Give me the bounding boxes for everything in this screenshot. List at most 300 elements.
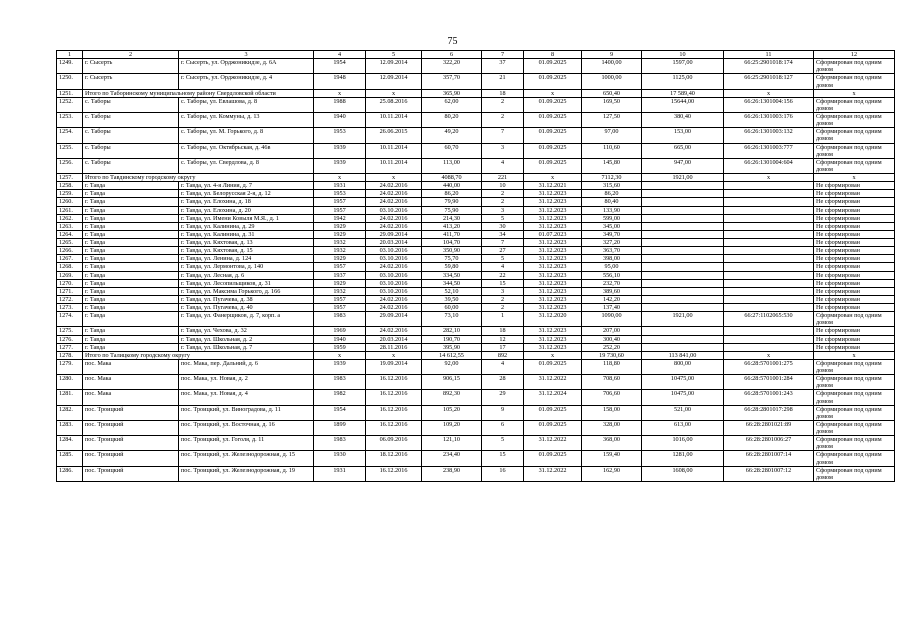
table-row	[57, 143, 895, 158]
table-row	[57, 295, 895, 303]
table-cell-col-3: г. Тавда, ул. Калинина, д. 31	[179, 230, 314, 238]
table-cell-col-12: Не сформирован	[814, 182, 895, 190]
table-cell-col-5: 29.09.2014	[366, 230, 422, 238]
table-cell-col-2: г. Тавда	[83, 295, 179, 303]
table-cell-col-2: г. Тавда	[83, 206, 179, 214]
table-cell-col-3: пос. Троицкий, ул. Виноградова, д. 11	[179, 405, 314, 420]
table-cell-col-8: 31.12.2023	[524, 304, 582, 312]
table-cell-col-4: 1983	[314, 312, 366, 327]
table-cell-col-1: 1253.	[57, 113, 83, 128]
table-cell-col-7: 10	[482, 182, 524, 190]
table-row	[57, 222, 895, 230]
table-cell-col-4: 1954	[314, 59, 366, 74]
summary-cell-col-10: 17 589,40	[642, 89, 724, 97]
table-cell-col-2: г. Тавда	[83, 304, 179, 312]
table-cell-col-1: 1250.	[57, 74, 83, 89]
table-cell-col-12: Не сформирован	[814, 287, 895, 295]
summary-cell-col-6: 4088,70	[422, 174, 482, 182]
table-cell-col-2: г. Тавда	[83, 190, 179, 198]
table-cell-col-5: 10.11.2014	[366, 143, 422, 158]
table-cell-col-8: 31.12.2024	[524, 390, 582, 405]
table-cell-col-8: 01.09.2025	[524, 405, 582, 420]
table-cell-col-2: г. Тавда	[83, 222, 179, 230]
table-cell-col-4: 1930	[314, 451, 366, 466]
page-number: 75	[447, 36, 458, 47]
table-cell-col-12: Сформирован под одним домом	[814, 451, 895, 466]
table-cell-col-1: 1276.	[57, 335, 83, 343]
table-cell-col-2: с. Таборы	[83, 97, 179, 112]
table-cell-col-5: 24.02.2016	[366, 190, 422, 198]
table-row	[57, 335, 895, 343]
table-cell-col-9: 328,00	[582, 420, 642, 435]
table-cell-col-1: 1269.	[57, 271, 83, 279]
table-cell-col-2: г. Тавда	[83, 279, 179, 287]
table-body	[57, 59, 895, 482]
table-cell-col-5: 24.02.2016	[366, 222, 422, 230]
table-cell-col-10	[642, 279, 724, 287]
table-cell-col-2: с. Таборы	[83, 128, 179, 143]
table-cell-col-6: 80,20	[422, 113, 482, 128]
table-cell-col-9: 86,20	[582, 190, 642, 198]
table-cell-col-8: 31.12.2023	[524, 271, 582, 279]
table-row	[57, 247, 895, 255]
table-row	[57, 239, 895, 247]
table-cell-col-4: 1931	[314, 466, 366, 481]
table-cell-col-7: 7	[482, 239, 524, 247]
table-cell-col-3: г. Тавда, ул. Школьная, д. 7	[179, 343, 314, 351]
table-cell-col-12: Не сформирован	[814, 263, 895, 271]
table-cell-col-4: 1959	[314, 343, 366, 351]
table-cell-col-6: 92,00	[422, 359, 482, 374]
table-cell-col-9: 169,50	[582, 97, 642, 112]
table-cell-col-12: Сформирован под одним домом	[814, 59, 895, 74]
table-cell-col-5: 18.12.2016	[366, 451, 422, 466]
table-cell-col-6: 190,70	[422, 335, 482, 343]
table-cell-col-11: 66:26:1301003:777	[724, 143, 814, 158]
table-cell-col-1: 1281.	[57, 390, 83, 405]
table-cell-col-4: 1937	[314, 271, 366, 279]
table-cell-col-6: 73,10	[422, 312, 482, 327]
summary-cell-col-11: x	[724, 89, 814, 97]
table-header	[57, 51, 895, 59]
table-cell-col-4: 1957	[314, 206, 366, 214]
table-cell-col-10	[642, 295, 724, 303]
table-cell-col-1: 1254.	[57, 128, 83, 143]
table-cell-col-2: г. Тавда	[83, 198, 179, 206]
table-cell-col-11	[724, 222, 814, 230]
table-cell-col-7: 37	[482, 59, 524, 74]
table-cell-col-12: Не сформирован	[814, 304, 895, 312]
table-cell-col-11	[724, 206, 814, 214]
summary-cell-col-11: x	[724, 174, 814, 182]
table-cell-col-7: 15	[482, 279, 524, 287]
summary-cell-col-12: x	[814, 174, 895, 182]
table-cell-col-9: 162,90	[582, 466, 642, 481]
table-cell-col-12: Сформирован под одним домом	[814, 390, 895, 405]
table-cell-col-2: г. Тавда	[83, 239, 179, 247]
table-cell-col-8: 31.12.2021	[524, 182, 582, 190]
table-cell-col-6: 52,10	[422, 287, 482, 295]
table-row	[57, 343, 895, 351]
table-cell-col-8: 31.12.2023	[524, 222, 582, 230]
table-cell-col-10	[642, 343, 724, 351]
table-cell-col-5: 12.09.2014	[366, 74, 422, 89]
table-cell-col-1: 1268.	[57, 263, 83, 271]
table-cell-col-2: г. Тавда	[83, 214, 179, 222]
table-cell-col-10: 613,00	[642, 420, 724, 435]
table-cell-col-2: г. Сысерть	[83, 74, 179, 89]
summary-cell-col-6: 14 612,55	[422, 351, 482, 359]
table-cell-col-9: 363,70	[582, 247, 642, 255]
table-cell-col-7: 2	[482, 97, 524, 112]
table-cell-col-3: пос. Троицкий, ул. Восточная, д. 16	[179, 420, 314, 435]
table-cell-col-5: 20.03.2014	[366, 335, 422, 343]
table-cell-col-11	[724, 190, 814, 198]
table-cell-col-2: г. Сысерть	[83, 59, 179, 74]
table-cell-col-2: с. Таборы	[83, 113, 179, 128]
table-cell-col-10: 800,00	[642, 359, 724, 374]
table-cell-col-1: 1249.	[57, 59, 83, 74]
table-cell-col-6: 334,50	[422, 271, 482, 279]
table-cell-col-11	[724, 263, 814, 271]
table-cell-col-10	[642, 255, 724, 263]
table-cell-col-4: 1929	[314, 279, 366, 287]
column-number-9: 9	[582, 51, 642, 59]
table-cell-col-4: 1929	[314, 255, 366, 263]
summary-cell-col-4: x	[314, 351, 366, 359]
table-cell-col-11: 66:25:2901018:127	[724, 74, 814, 89]
table-row	[57, 182, 895, 190]
table-cell-col-4: 1932	[314, 247, 366, 255]
table-cell-col-7: 3	[482, 206, 524, 214]
table-cell-col-11	[724, 295, 814, 303]
table-cell-col-7: 29	[482, 390, 524, 405]
column-number-5: 5	[366, 51, 422, 59]
table-cell-col-6: 60,70	[422, 143, 482, 158]
table-row	[57, 451, 895, 466]
table-row	[57, 263, 895, 271]
table-row	[57, 287, 895, 295]
table-cell-col-9: 1000,00	[582, 74, 642, 89]
summary-cell-col-10: 113 841,00	[642, 351, 724, 359]
table-cell-col-11: 66:26:1301003:132	[724, 128, 814, 143]
table-cell-col-1: 1272.	[57, 295, 83, 303]
column-number-1: 1	[57, 51, 83, 59]
table-cell-col-4: 1957	[314, 263, 366, 271]
table-cell-col-11: 66:28:2801017:298	[724, 405, 814, 420]
table-cell-col-7: 22	[482, 271, 524, 279]
table-cell-col-2: пос. Мака	[83, 359, 179, 374]
table-cell-col-6: 906,15	[422, 375, 482, 390]
table-cell-col-9: 252,20	[582, 343, 642, 351]
table-cell-col-8: 31.12.2023	[524, 295, 582, 303]
table-cell-col-4: 1953	[314, 190, 366, 198]
table-cell-col-9: 706,60	[582, 390, 642, 405]
table-cell-col-2: г. Тавда	[83, 255, 179, 263]
table-row	[57, 214, 895, 222]
table-cell-col-6: 105,20	[422, 405, 482, 420]
table-cell-col-5: 03.10.2016	[366, 279, 422, 287]
table-cell-col-1: 1270.	[57, 279, 83, 287]
table-cell-col-1: 1260.	[57, 198, 83, 206]
table-row	[57, 420, 895, 435]
table-cell-col-2: пос. Троицкий	[83, 405, 179, 420]
summary-row-title: Итого по Таборинскому муниципальному району Свердловской области	[83, 89, 314, 97]
table-cell-col-8: 31.12.2023	[524, 214, 582, 222]
table-cell-col-2: с. Таборы	[83, 143, 179, 158]
table-cell-col-3: г. Тавда, ул. Калинина, д. 29	[179, 222, 314, 230]
table-cell-col-5: 16.12.2016	[366, 405, 422, 420]
column-number-row	[57, 51, 895, 59]
table-cell-col-1: 1273.	[57, 304, 83, 312]
table-cell-col-9: 127,50	[582, 113, 642, 128]
table-cell-col-10	[642, 198, 724, 206]
table-cell-col-7: 18	[482, 327, 524, 335]
table-cell-col-8: 01.09.2025	[524, 74, 582, 89]
table-cell-col-1: 1259.	[57, 190, 83, 198]
table-cell-col-2: г. Тавда	[83, 343, 179, 351]
column-number-7: 7	[482, 51, 524, 59]
table-cell-col-6: 357,70	[422, 74, 482, 89]
table-cell-col-5: 24.02.2016	[366, 295, 422, 303]
table-cell-col-3: с. Таборы, ул. Коммуны, д. 13	[179, 113, 314, 128]
table-cell-col-7: 17	[482, 343, 524, 351]
table-cell-col-11	[724, 327, 814, 335]
table-cell-col-7: 9	[482, 405, 524, 420]
table-cell-col-5: 10.11.2014	[366, 158, 422, 173]
table-row	[57, 74, 895, 89]
summary-cell-col-12: x	[814, 351, 895, 359]
table-cell-col-5: 24.02.2016	[366, 304, 422, 312]
table-cell-col-1: 1271.	[57, 287, 83, 295]
table-cell-col-5: 24.02.2016	[366, 263, 422, 271]
table-cell-col-11	[724, 271, 814, 279]
table-cell-col-1: 1282.	[57, 405, 83, 420]
summary-row	[57, 174, 895, 182]
table-cell-col-3: г. Тавда, ул. Елохина, д. 20	[179, 206, 314, 214]
table-cell-col-12: Не сформирован	[814, 230, 895, 238]
summary-cell-col-9: 19 730,60	[582, 351, 642, 359]
table-cell-col-10	[642, 214, 724, 222]
table-cell-col-12: Сформирован под одним домом	[814, 420, 895, 435]
table-cell-col-11	[724, 304, 814, 312]
table-cell-col-9: 110,60	[582, 143, 642, 158]
table-cell-col-9: 80,40	[582, 198, 642, 206]
table-cell-col-8: 31.12.2023	[524, 335, 582, 343]
table-row	[57, 190, 895, 198]
table-cell-col-3: г. Тавда, ул. Лесопильщиков, д. 31	[179, 279, 314, 287]
table-cell-col-3: г. Тавда, ул. Пугачева, д. 40	[179, 304, 314, 312]
table-row	[57, 97, 895, 112]
table-cell-col-5: 03.10.2016	[366, 206, 422, 214]
column-number-12: 12	[814, 51, 895, 59]
table-cell-col-10: 10475,00	[642, 390, 724, 405]
table-cell-col-11: 66:26:1301004:604	[724, 158, 814, 173]
table-cell-col-5: 28.11.2016	[366, 343, 422, 351]
table-cell-col-8: 01.09.2025	[524, 451, 582, 466]
table-cell-col-7: 6	[482, 420, 524, 435]
table-cell-col-10: 1016,00	[642, 436, 724, 451]
table-cell-col-8: 31.12.2023	[524, 198, 582, 206]
table-cell-col-8: 31.12.2023	[524, 255, 582, 263]
table-cell-col-2: г. Тавда	[83, 335, 179, 343]
table-cell-col-5: 16.12.2016	[366, 466, 422, 481]
table-cell-col-8: 31.12.2023	[524, 263, 582, 271]
table-cell-col-4: 1932	[314, 287, 366, 295]
table-cell-col-11: 66:26:1301003:176	[724, 113, 814, 128]
table-cell-col-4: 1957	[314, 295, 366, 303]
summary-row	[57, 351, 895, 359]
table-cell-col-5: 29.09.2014	[366, 312, 422, 327]
column-number-10: 10	[642, 51, 724, 59]
table-cell-col-8: 31.12.2023	[524, 190, 582, 198]
table-cell-col-4: 1931	[314, 182, 366, 190]
table-cell-col-2: г. Тавда	[83, 230, 179, 238]
table-cell-col-12: Сформирован под одним домом	[814, 436, 895, 451]
table-cell-col-2: г. Тавда	[83, 263, 179, 271]
table-cell-col-7: 7	[482, 128, 524, 143]
table-cell-col-3: г. Тавда, ул. Фанерщиков, д. 7, корп. а	[179, 312, 314, 327]
table-cell-col-5: 10.11.2014	[366, 113, 422, 128]
column-number-6: 6	[422, 51, 482, 59]
table-cell-col-5: 16.12.2016	[366, 375, 422, 390]
housing-register-table	[56, 50, 895, 482]
table-cell-col-6: 440,00	[422, 182, 482, 190]
table-cell-col-8: 01.09.2025	[524, 143, 582, 158]
table-cell-col-9: 137,40	[582, 304, 642, 312]
table-cell-col-4: 1939	[314, 158, 366, 173]
table-cell-col-3: г. Сысерть, ул. Орджоникидзе, д. 4	[179, 74, 314, 89]
table-row	[57, 390, 895, 405]
table-cell-col-10: 10475,00	[642, 375, 724, 390]
table-cell-col-1: 1256.	[57, 158, 83, 173]
table-cell-col-4: 1942	[314, 214, 366, 222]
table-cell-col-2: пос. Троицкий	[83, 436, 179, 451]
summary-cell-col-4: x	[314, 174, 366, 182]
table-cell-col-7: 34	[482, 230, 524, 238]
table-row	[57, 304, 895, 312]
column-number-3: 3	[179, 51, 314, 59]
table-cell-col-12: Не сформирован	[814, 295, 895, 303]
table-cell-col-9: 232,70	[582, 279, 642, 287]
table-cell-col-5: 24.02.2016	[366, 214, 422, 222]
table-cell-col-3: пос. Троицкий, ул. Железнодорожная, д. 15	[179, 451, 314, 466]
table-cell-col-3: с. Таборы, ул. Свердлова, д. 8	[179, 158, 314, 173]
table-cell-col-3: г. Тавда, ул. 4-я Линия, д. 7	[179, 182, 314, 190]
table-cell-col-5: 26.06.2015	[366, 128, 422, 143]
table-cell-col-11: 66:28:5701001:243	[724, 390, 814, 405]
table-cell-col-11: 66:25:2901018:174	[724, 59, 814, 74]
table-cell-col-9: 95,00	[582, 263, 642, 271]
table-cell-col-4: 1940	[314, 335, 366, 343]
table-cell-col-9: 133,90	[582, 206, 642, 214]
table-cell-col-12: Не сформирован	[814, 247, 895, 255]
table-cell-col-10	[642, 230, 724, 238]
summary-cell-col-5: x	[366, 174, 422, 182]
table-cell-col-5: 03.10.2016	[366, 247, 422, 255]
table-cell-col-12: Не сформирован	[814, 239, 895, 247]
table-row	[57, 359, 895, 374]
summary-cell-col-7: 892	[482, 351, 524, 359]
table-cell-col-12: Не сформирован	[814, 255, 895, 263]
table-cell-col-4: 1983	[314, 436, 366, 451]
table-cell-col-1: 1266.	[57, 247, 83, 255]
table-cell-col-10	[642, 327, 724, 335]
table-cell-col-8: 01.07.2023	[524, 230, 582, 238]
summary-cell-col-5: x	[366, 351, 422, 359]
table-cell-col-2: пос. Троицкий	[83, 420, 179, 435]
table-cell-col-7: 30	[482, 222, 524, 230]
table-cell-col-1: 1262.	[57, 214, 83, 222]
column-number-4: 4	[314, 51, 366, 59]
summary-cell-col-8: x	[524, 89, 582, 97]
table-row	[57, 436, 895, 451]
table-cell-col-10: 1608,00	[642, 466, 724, 481]
table-cell-col-10	[642, 182, 724, 190]
table-row	[57, 59, 895, 74]
table-cell-col-11: 66:27:1102065:530	[724, 312, 814, 327]
table-cell-col-11: 66:28:2801007:12	[724, 466, 814, 481]
table-cell-col-9: 315,60	[582, 182, 642, 190]
table-cell-col-3: г. Тавда, ул. Белорусская 2-я, д. 12	[179, 190, 314, 198]
table-cell-col-9: 708,60	[582, 375, 642, 390]
table-cell-col-7: 2	[482, 295, 524, 303]
table-cell-col-6: 234,40	[422, 451, 482, 466]
table-cell-col-11	[724, 287, 814, 295]
table-cell-col-10: 380,40	[642, 113, 724, 128]
table-cell-col-4: 1939	[314, 359, 366, 374]
table-cell-col-7: 5	[482, 436, 524, 451]
summary-row-title: Итого по Талицкому городскому округу	[83, 351, 314, 359]
table-cell-col-6: 59,80	[422, 263, 482, 271]
table-cell-col-5: 19.09.2014	[366, 359, 422, 374]
table-cell-col-8: 01.09.2025	[524, 420, 582, 435]
table-cell-col-11: 66:28:2801007:14	[724, 451, 814, 466]
table-cell-col-4: 1939	[314, 143, 366, 158]
table-cell-col-3: г. Тавда, ул. Чехова, д. 32	[179, 327, 314, 335]
table-cell-col-10	[642, 190, 724, 198]
table-cell-col-9: 556,10	[582, 271, 642, 279]
table-cell-col-6: 395,90	[422, 343, 482, 351]
table-cell-col-7: 4	[482, 263, 524, 271]
table-cell-col-11	[724, 230, 814, 238]
table-cell-col-3: пос. Троицкий, ул. Железнодорожная, д. 19	[179, 466, 314, 481]
summary-cell-col-9: 650,40	[582, 89, 642, 97]
table-cell-col-6: 79,90	[422, 198, 482, 206]
table-cell-col-7: 4	[482, 359, 524, 374]
table-cell-col-3: г. Тавда, ул. Ленина, д. 124	[179, 255, 314, 263]
table-cell-col-3: г. Тавда, ул. Имени Ковыля М.Я., д. 1	[179, 214, 314, 222]
summary-cell-col-12: x	[814, 89, 895, 97]
summary-row-number: 1251.	[57, 89, 83, 97]
table-cell-col-3: г. Тавда, ул. Лермонтова, д. 140	[179, 263, 314, 271]
table-cell-col-12: Сформирован под одним домом	[814, 405, 895, 420]
table-row	[57, 405, 895, 420]
table-cell-col-3: с. Таборы, ул. Октябрьская, д. 46в	[179, 143, 314, 158]
table-cell-col-2: г. Тавда	[83, 271, 179, 279]
table-cell-col-7: 1	[482, 312, 524, 327]
table-cell-col-5: 24.02.2016	[366, 327, 422, 335]
column-number-11: 11	[724, 51, 814, 59]
table-cell-col-12: Не сформирован	[814, 279, 895, 287]
table-cell-col-9: 389,60	[582, 287, 642, 295]
table-row	[57, 466, 895, 481]
table-cell-col-12: Сформирован под одним домом	[814, 113, 895, 128]
table-cell-col-3: пос. Мака, пер. Дальний, д. 6	[179, 359, 314, 374]
table-cell-col-1: 1267.	[57, 255, 83, 263]
table-cell-col-11	[724, 255, 814, 263]
table-cell-col-7: 27	[482, 247, 524, 255]
